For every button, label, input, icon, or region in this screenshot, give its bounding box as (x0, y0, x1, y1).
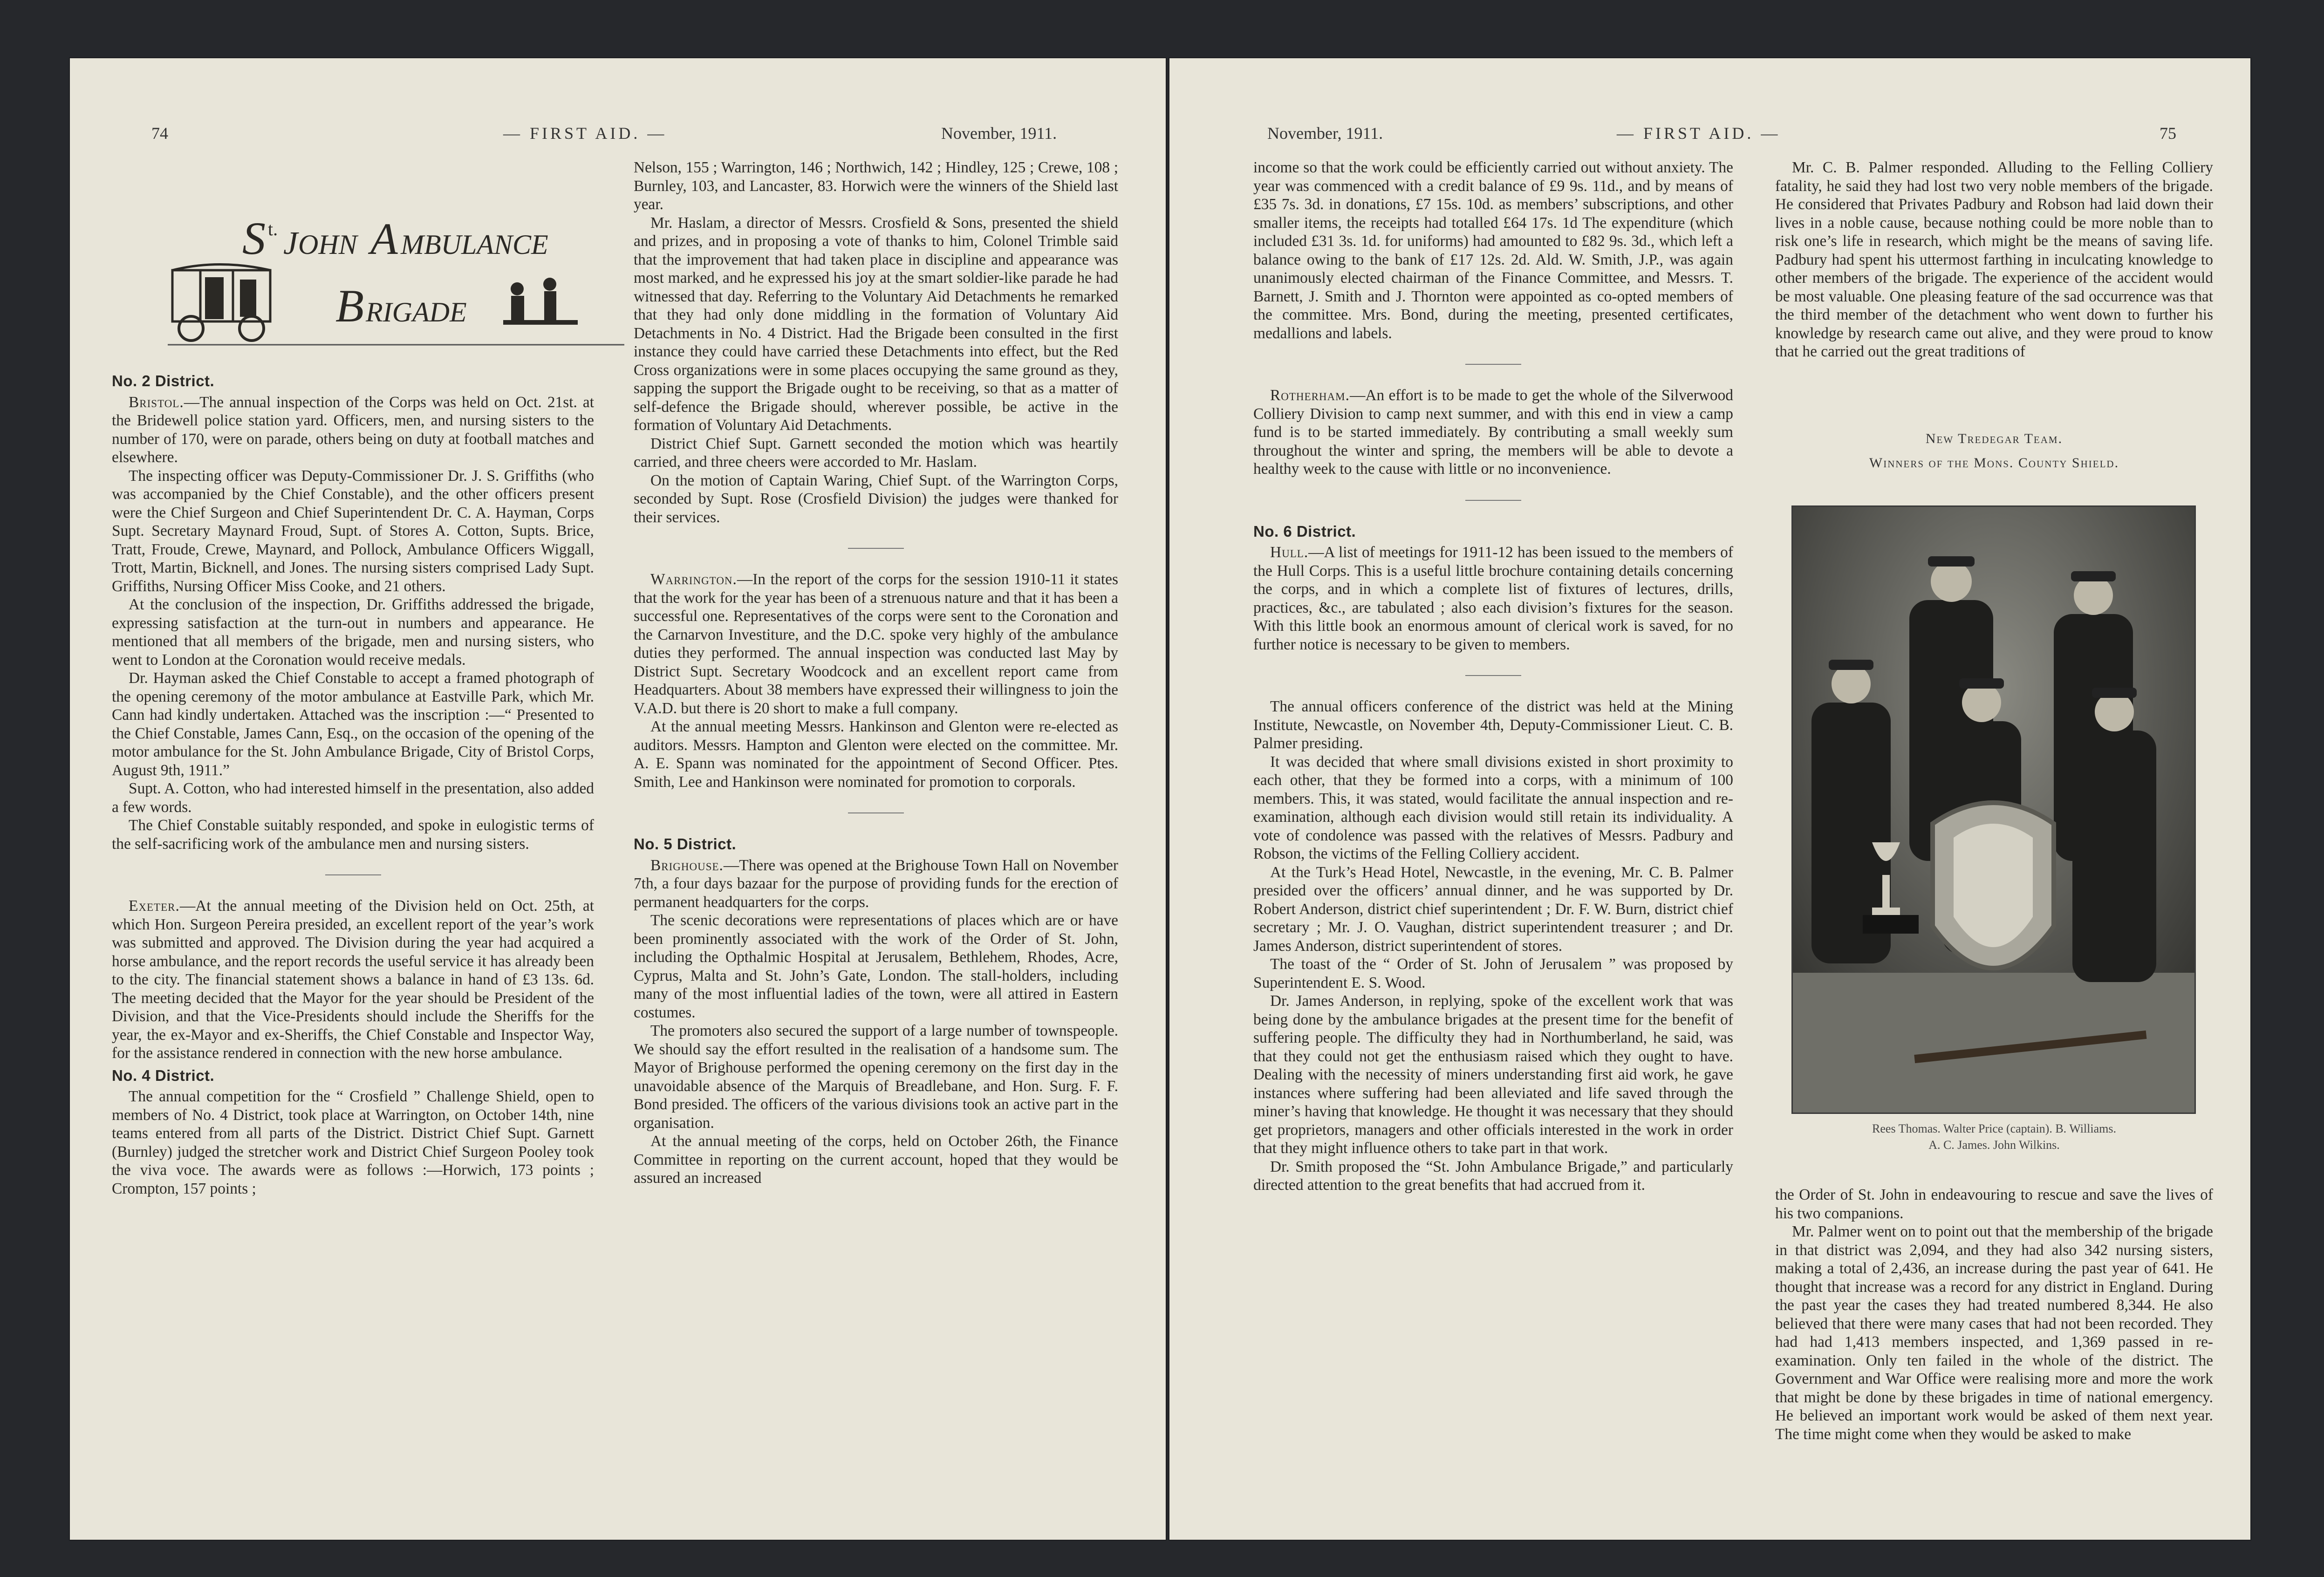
svg-text:A: A (370, 214, 398, 264)
article-paragraph (112, 897, 594, 1063)
article-paragraph (1253, 543, 1733, 654)
right-page-column-2-bottom (1775, 1186, 2213, 1443)
district-heading: No. 4 District. (112, 1066, 215, 1084)
paragraph-text: At the Turk’s Head Hotel, Newcastle, in the evening, Mr. C. B. Palmer presided over the officers’ annual dinner, and he was supported by Dr. Robert Anderson, district chief superintendent ; Dr. F. W. Burn, district chief secretary ; Mr. J. O. Vaughan, district superintendent treasurer ; and Dr. James Anderson, district superintendent of stores. (1253, 863, 1733, 955)
article-paragraph (1253, 1158, 1733, 1195)
page-number: 75 (2160, 124, 2176, 143)
article-paragraph (1253, 697, 1733, 753)
district-heading: No. 5 District. (634, 835, 737, 853)
article-paragraph (634, 158, 1118, 214)
article-paragraph (634, 435, 1118, 471)
svg-text:t.: t. (268, 218, 278, 239)
place-name: Hull. (1270, 544, 1309, 561)
paragraph-text: At the annual meeting Messrs. Hankinson and Glenton were re-elected as auditors. Messrs. Hampton and Glenton were elected on the committee. Mr. A. E. Spann was nominated for the appointment of Second Officer. Ptes. Smith, Lee and Hankinson were nominated for promotion to corporals. (634, 718, 1118, 791)
article-paragraph (634, 214, 1118, 435)
photo-caption-row-1: Rees Thomas. Walter Price (captain). B. Williams. (1872, 1122, 2116, 1135)
page-number: 74 (151, 124, 168, 143)
article-paragraph (112, 595, 594, 669)
paragraph-text: On the motion of Captain Waring, Chief Supt. of the Warrington Corps, seconded by Supt. Rose (Crosfield Division) the judges were thanked for their services. (634, 471, 1118, 526)
right-page (1169, 58, 2250, 1540)
svg-text:MBULANCE: MBULANCE (401, 229, 548, 260)
paragraph-text: Dr. James Anderson, in replying, spoke of the excellent work that was being done by the ambulance brigades at the present time for the benefit of suffering people. The difficulty they had in Northumberland, he said, was that they could not get the enthusiasm raised which they ought to have. Dealing with the necessity of miners understanding first aid work, he gave instances where suffering had been alleviated and life saved through the miner’s having that knowledge. He thought it was necessary that they should get proprietors, managers and other officials interested in the work in order that they might influence others to take part in that work. (1253, 992, 1733, 1157)
article-paragraph (1253, 863, 1733, 956)
article-paragraph (634, 570, 1118, 717)
left-page-column-2 (634, 158, 1118, 1188)
article-paragraph (634, 717, 1118, 791)
section-divider (1465, 364, 1521, 365)
brigade-logo-art (158, 184, 634, 352)
article-paragraph (1253, 386, 1733, 478)
article-paragraph (112, 467, 594, 596)
running-title: — FIRST AID. — (1617, 124, 1781, 143)
team-photo-image (1793, 507, 2194, 1113)
right-page-column-2-top (1775, 158, 2213, 361)
place-name: Warrington. (650, 571, 737, 588)
article-paragraph (112, 816, 594, 853)
photo-caption-row-2: A. C. James. John Wilkins. (1928, 1138, 2060, 1152)
article-paragraph (1775, 158, 2213, 361)
svg-text:RIGADE: RIGADE (366, 297, 467, 328)
paragraph-text: Supt. A. Cotton, who had interested himself in the presentation, also added a few words. (112, 780, 594, 816)
paragraph-text: Nelson, 155 ; Warrington, 146 ; Northwich, 142 ; Hindley, 125 ; Crewe, 108 ; Burnley, 103, and Lancaster, 83. Horwich were the winners of the Shield last year. (634, 159, 1118, 213)
paragraph-text: —There was opened at the Brighouse Town Hall on November 7th, a four days bazaar for the purpose of providing funds for the erection of permanent headquarters for the corps. (634, 856, 1118, 911)
paragraph-text: District Chief Supt. Garnett seconded the motion which was heartily carried, and three cheers were accorded to Mr. Haslam. (634, 435, 1118, 471)
article-paragraph (634, 1022, 1118, 1132)
paragraph-text: —A list of meetings for 1911-12 has been issued to the members of the Hull Corps. This is a useful little brochure containing details concerning the corps, and in which a complete list of fixtures of lectures, drills, practices, &c., are tabulated ; also each division’s fixtures for the season. With this little book an enormous amount of clerical work is saved, for no further notice is necessary to be given to members. (1253, 544, 1733, 653)
paragraph-text: the Order of St. John in endeavouring to rescue and save the lives of his two companions. (1775, 1186, 2213, 1222)
paragraph-text: The scenic decorations were representations of places which are or have been prominently associated with the work of the Order of St. John, including the Opthalmic Hospital at Jerusalem, Bethlehem, Rhodes, Acre, Cyprus, Malta and St. John’s Gate, London. The stall-holders, including many of the most influential ladies of the town, were all attired in Eastern costumes. (634, 912, 1118, 1021)
issue-date: November, 1911. (941, 124, 1057, 143)
svg-text:OHN: OHN (298, 229, 357, 260)
place-name: Exeter. (129, 897, 180, 915)
place-name: Bristol. (129, 393, 184, 411)
section-divider (1465, 500, 1521, 501)
paragraph-text: —At the annual meeting of the Division held on Oct. 25th, at which Hon. Surgeon Pereira presided, an excellent report of the year’s work was submitted and approved. The Division during the year had acquired a horse ambulance, and the report records the useful service it has already been to the city. The financial statement shows a balance in hand of £3 13s. 6d. The meeting decided that the Mayor for the year should be President of the Division, and that the Vice-Presidents should include the Sheriffs for the year, the ex-Mayor and ex-Sheriffs, the Chief Constable and Inspector Way, for the assistance rendered in connection with the new horse ambulance. (112, 897, 594, 1062)
article-paragraph (1775, 1186, 2213, 1222)
district-heading: No. 2 District. (112, 372, 215, 389)
article-paragraph (634, 471, 1118, 527)
article-paragraph (634, 856, 1118, 912)
article-paragraph (1253, 992, 1733, 1158)
article-paragraph (634, 1132, 1118, 1188)
paragraph-text: —An effort is to be made to get the whole of the Silverwood Colliery Division to camp next summer, and with this end in view a camp fund is to be started immediately. By contributing a small weekly sum throughout the winter and spring, the members will be able to devote a healthy week to the cause with little or no inconvenience. (1253, 387, 1733, 478)
left-page (70, 58, 1166, 1540)
right-page-column-1 (1253, 158, 1733, 1195)
district-heading: No. 6 District. (1253, 522, 1356, 540)
paragraph-text: The Chief Constable suitably responded, and spoke in eulogistic terms of the self-sacrificing work of the ambulance men and nursing sisters. (112, 817, 594, 853)
article-paragraph (112, 779, 594, 816)
section-divider (848, 548, 904, 549)
paragraph-text: Dr. Smith proposed the “St. John Ambulance Brigade,” and particularly directed attention to the great benefits that had accrued from it. (1253, 1158, 1733, 1194)
section-divider (325, 874, 381, 875)
paragraph-text: Mr. Haslam, a director of Messrs. Crosfield & Sons, presented the shield and prizes, and in proposing a vote of thanks to him, Colonel Trimble said that the improvement that had taken place in discipline and appearance was most marked, and he expressed his joy at the smart soldier-like parade he had witnessed that day. Referring to the Voluntary Aid Detachments he remarked that they had only done middling in the formation of Voluntary Aid Detachments in No. 4 District. Had the Brigade been consulted in the first instance they could have carried these Detachments into effect, but the Red Cross organizations were in some places occupying the same ground as they, sapping the support the Brigade ought to be receiving, so that as a matter of self-defence the Brigade should, wherever possible, be active in the formation of Voluntary Aid Detachments. (634, 214, 1118, 434)
paragraph-text: —The annual inspection of the Corps was held on Oct. 21st. at the Bridewell police station yard. Officers, men, and nursing sisters to the number of 170, were on parade, others being on duty at football matches and elsewhere. (112, 393, 594, 466)
article-paragraph (112, 669, 594, 779)
paragraph-text: Dr. Hayman asked the Chief Constable to accept a framed photograph of the opening ceremony of the motor ambulance at Eastville Park, which Mr. Cann had kindly undertaken. Attached was the inscription :—“ Presented to the Chief Constable, James Cann, Esq., on the occasion of the opening of the motor ambulance for the St. John Ambulance Brigade, City of Bristol Corps, August 9th, 1911.” (112, 669, 594, 779)
svg-text:S: S (242, 212, 266, 264)
section-divider (1465, 675, 1521, 676)
svg-text:J: J (283, 225, 298, 261)
article-paragraph (1253, 955, 1733, 992)
article-paragraph (112, 1087, 594, 1198)
paragraph-text: income so that the work could be efficiently carried out without anxiety. The year was commenced with a credit balance of £9 9s. 11d., and by means of £35 7s. 3d. in donations, £7 15s. 10d. as members’ subscriptions, and other smaller items, the receipts had totalled £64 17s. 1d The expenditure (which included £31 3s. 1d. for uniforms) had amounted to £82 9s. 3d., which left a balance owing to the bank of £17 12s. 2d. Ald. W. Smith, J.P., was again unanimously elected chairman of the Finance Committee, and Messrs. T. Barnett, J. Smith and J. Thornton were appointed as co-opted members of the committee. Mrs. Bond, during the meeting, presented certificates, medallions and labels. (1253, 159, 1733, 342)
article-paragraph (634, 911, 1118, 1022)
article-paragraph (1253, 753, 1733, 863)
left-page-column-1 (112, 368, 594, 1198)
paragraph-text: At the conclusion of the inspection, Dr. Griffiths addressed the brigade, expressing satisfaction at the turn-out in numbers and appearance. He mentioned that all members of the brigade, men and nursing sisters, who went to London at the Coronation would receive medals. (112, 596, 594, 669)
team-photograph (1791, 505, 2196, 1114)
paragraph-text: The promoters also secured the support of a large number of townspeople. We should say the effort resulted in the realisation of a handsome sum. The Mayor of Brighouse performed the opening ceremony on the first day in the unavoidable absence of the Marquis of Breadlebane, and Hon. Surg. F. F. Bond presided. The officers of the various divisions took an active part in the organisation. (634, 1022, 1118, 1132)
paragraph-text: Mr. C. B. Palmer responded. Alluding to the Felling Colliery fatality, he said they had lost two very noble members of the brigade. He considered that Privates Padbury and Robson had laid down their lives in a noble cause, because nothing could be more noble than to risk one’s life in research, which might be the means of saving life. Padbury had spent his uttermost farthing in inculcating knowledge to other members of the brigade. The experience of the accident would be most valuable. One pleasing feature of the sad occurrence was that the third member of the detachment who went down to further his knowledge by research came out alive, and they were proud to know that he carried out the great traditions of (1775, 159, 2213, 360)
paragraph-text: At the annual meeting of the corps, held on October 26th, the Finance Committee in reporting on the current account, hoped that they would be assured an increased (634, 1133, 1118, 1187)
article-paragraph (1253, 158, 1733, 342)
svg-text:B: B (335, 280, 364, 332)
article-paragraph (1775, 1222, 2213, 1443)
paragraph-text: —In the report of the corps for the session 1910-11 it states that the work for the year has been of a strenuous nature and that it has been a successful one. Representatives of the corps were sent to the Coronation and the Carnarvon Investiture, and the D.C. spoke very highly of the ambulance duties they performed. The annual inspection was conducted last May by District Supt. Secretary Woodcock and an excellent report came from Headquarters. About 38 members have expressed their willingness to join the V.A.D. but there is 20 short to make a full company. (634, 571, 1118, 717)
paragraph-text: The annual competition for the “ Crosfield ” Challenge Shield, open to members of No. 4 District, took place at Warrington, on October 14th, nine teams entered from all parts of the District. District Chief Supt. Garnett (Burnley) judged the stretcher work and District Chief Surgeon Pooley took the viva voce. The awards were as follows :—Horwich, 173 points ; Crompton, 157 points ; (112, 1088, 594, 1197)
paragraph-text: It was decided that where small divisions existed in short proximity to each other, that they be formed into a corps, with a minimum of 100 members. This, it was stated, would facilitate the annual inspection and re-examination, although each division would still retain its individuality. A vote of condolence was passed with the relatives of Messrs. Padbury and Robson, the victims of the Felling Colliery accident. (1253, 753, 1733, 862)
paragraph-text: The inspecting officer was Deputy-Commissioner Dr. J. S. Griffiths (who was accompanied by the Chief Constable), and the other officers present were the Chief Surgeon and Chief Superintendent Dr. C. A. Hayman, Corps Supt. Secretary Maynard Froud, Supt. of Stores A. Cotton, Supts. Brice, Tratt, Froude, Crewe, Maynard, and Pollock, Ambulance Officers Wiggall, Trott, Martin, Bicknell, and Jones. The nursing sisters comprised Lady Supt. Griffiths, Nursing Officer Miss Cooke, and 21 others. (112, 467, 594, 595)
photo-title: New Tredegar Team. (1925, 431, 2063, 446)
place-name: Brighouse. (650, 856, 724, 874)
running-title: — FIRST AID. — (503, 124, 667, 143)
paragraph-text: Mr. Palmer went on to point out that the membership of the brigade in that district was 2,094, and they had also 342 nursing sisters, making a total of 2,436, an increase during the past year of 641. He thought that increase was a record for any district in England. During the past year the cases they had treated numbered 8,344. He also believed that there were many cases that had not been recorded. They had had 1,413 members inspected, and 1,369 passed in re-examination. Only ten failed in the whole of the district. The Government and War Office were realising more and more the work that might be done by these brigades in time of national emergency. He believed an important work would be asked of them next year. The time might come when they would be asked to make (1775, 1223, 2213, 1443)
paragraph-text: The toast of the “ Order of St. John of Jerusalem ” was proposed by Superintendent E. S. Wood. (1253, 956, 1733, 991)
paragraph-text: The annual officers conference of the district was held at the Mining Institute, Newcastle, on November 4th, Deputy-Commissioner Lieut. C. B. Palmer presiding. (1253, 698, 1733, 752)
place-name: Rotherham. (1270, 387, 1350, 404)
article-paragraph (112, 393, 594, 467)
brigade-logo (158, 184, 634, 352)
section-divider (848, 812, 904, 813)
issue-date: November, 1911. (1267, 124, 1383, 143)
photo-subtitle: Winners of the Mons. County Shield. (1869, 455, 2119, 471)
